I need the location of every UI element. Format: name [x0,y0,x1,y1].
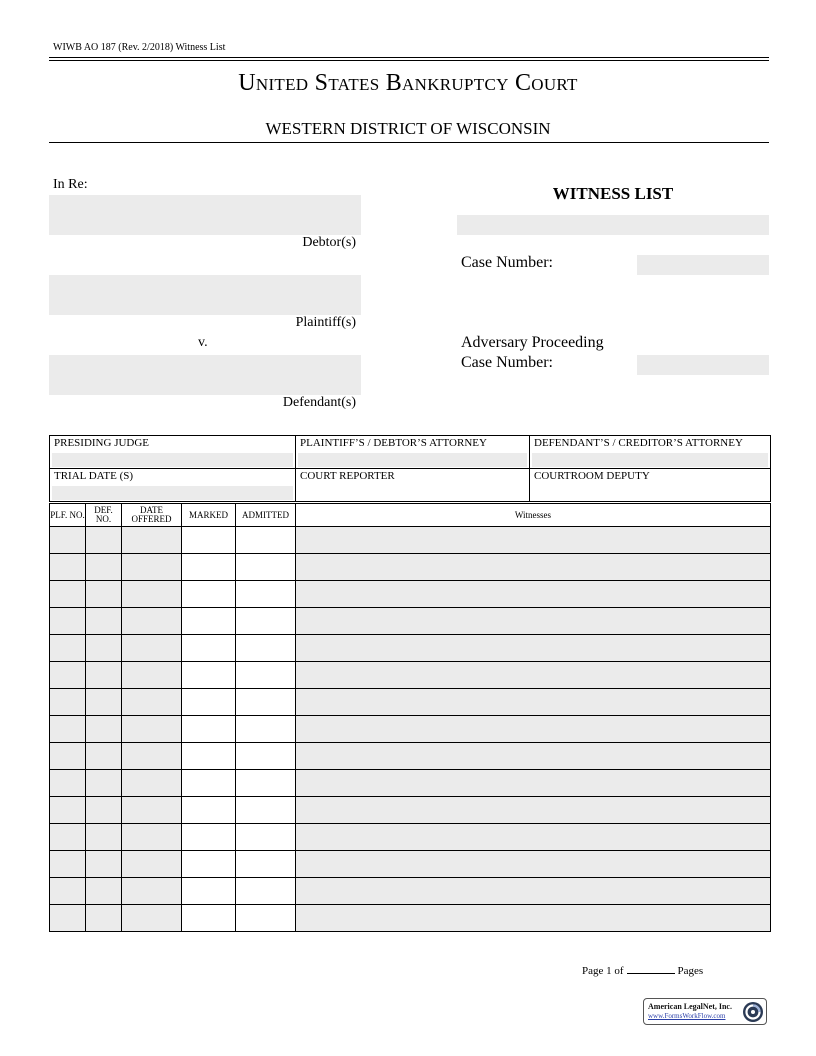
date-offered-cell[interactable] [122,716,182,743]
table-row [50,878,771,905]
presiding-judge-field[interactable] [52,453,293,467]
plf-no-cell[interactable] [50,878,86,905]
marked-cell[interactable] [182,608,236,635]
admitted-cell[interactable] [236,716,296,743]
admitted-cell[interactable] [236,743,296,770]
page-prefix: Page 1 of [582,965,624,977]
witness-cell[interactable] [296,770,771,797]
adversary-label: Adversary Proceeding [461,334,604,351]
def-no-cell[interactable] [86,527,122,554]
admitted-cell[interactable] [236,527,296,554]
witness-cell[interactable] [296,716,771,743]
date-offered-cell[interactable] [122,743,182,770]
def-no-cell[interactable] [86,581,122,608]
defendant-field[interactable] [49,355,361,395]
col-marked: MARKED [182,504,236,527]
admitted-cell[interactable] [236,608,296,635]
table-row [50,743,771,770]
witness-cell[interactable] [296,824,771,851]
logo-name: American LegalNet, Inc. [648,1002,732,1011]
plf-no-cell[interactable] [50,797,86,824]
witness-cell[interactable] [296,635,771,662]
defendant-attorney-field[interactable] [532,453,768,467]
date-offered-cell[interactable] [122,608,182,635]
plf-no-cell[interactable] [50,635,86,662]
admitted-cell[interactable] [236,878,296,905]
admitted-cell[interactable] [236,797,296,824]
witness-cell[interactable] [296,527,771,554]
marked-cell[interactable] [182,743,236,770]
admitted-cell[interactable] [236,770,296,797]
col-def-no: DEF. NO. [86,504,122,527]
marked-cell[interactable] [182,527,236,554]
def-no-cell[interactable] [86,608,122,635]
date-offered-cell[interactable] [122,581,182,608]
plaintiff-attorney-field[interactable] [298,453,527,467]
district-rule [49,142,769,143]
date-offered-cell[interactable] [122,635,182,662]
case-number-field[interactable] [637,255,769,275]
admitted-cell[interactable] [236,554,296,581]
col-date-offered: DATE OFFERED [122,504,182,527]
witness-cell[interactable] [296,662,771,689]
logo-url[interactable]: www.FormsWorkFlow.com [648,1012,726,1020]
table-row [50,770,771,797]
witness-table [49,503,771,932]
marked-cell[interactable] [182,878,236,905]
def-no-cell[interactable] [86,554,122,581]
debtor-label: Debtor(s) [302,235,356,250]
admitted-cell[interactable] [236,905,296,932]
marked-cell[interactable] [182,797,236,824]
admitted-cell[interactable] [236,689,296,716]
logo-seal-icon [742,1001,764,1023]
trial-date-cell [50,469,296,502]
trial-date-field[interactable] [52,486,293,500]
publisher-logo [643,998,767,1025]
courtroom-deputy-cell [530,469,771,502]
plf-no-cell[interactable] [50,824,86,851]
plf-no-cell[interactable] [50,527,86,554]
presiding-judge-cell [50,436,296,469]
defendant-attorney-cell [530,436,771,469]
witness-cell[interactable] [296,905,771,932]
plf-no-cell[interactable] [50,743,86,770]
plaintiff-attorney-label: PLAINTIFF’S / DEBTOR’S ATTORNEY [300,437,487,449]
date-offered-cell[interactable] [122,878,182,905]
def-no-cell[interactable] [86,905,122,932]
plf-no-cell[interactable] [50,608,86,635]
total-pages-field[interactable] [627,963,675,974]
witness-cell[interactable] [296,851,771,878]
admitted-cell[interactable] [236,824,296,851]
witness-cell[interactable] [296,689,771,716]
court-reporter-cell [296,469,530,502]
court-reporter-field[interactable] [298,486,527,500]
admitted-cell[interactable] [236,635,296,662]
table-row [50,662,771,689]
col-witnesses: Witnesses [296,504,771,527]
date-offered-cell[interactable] [122,905,182,932]
table-row [50,905,771,932]
plf-no-cell[interactable] [50,581,86,608]
date-offered-cell[interactable] [122,797,182,824]
marked-cell[interactable] [182,851,236,878]
plaintiff-attorney-cell [296,436,530,469]
plf-no-cell[interactable] [50,689,86,716]
date-offered-cell[interactable] [122,527,182,554]
plf-no-cell[interactable] [50,851,86,878]
court-title: United States Bankruptcy Court [238,70,578,96]
header-rule [49,57,769,58]
witness-cell[interactable] [296,878,771,905]
plf-no-cell[interactable] [50,554,86,581]
marked-cell[interactable] [182,662,236,689]
def-no-cell[interactable] [86,689,122,716]
in-re-label: In Re: [53,177,88,192]
plaintiff-field[interactable] [49,275,361,315]
admitted-cell[interactable] [236,851,296,878]
presiding-judge-label: PRESIDING JUDGE [54,437,150,449]
page-count [582,963,703,977]
date-offered-cell[interactable] [122,824,182,851]
witness-table-header [50,504,771,527]
adversary-case-number-field[interactable] [637,355,769,375]
def-no-cell[interactable] [86,635,122,662]
witness-cell[interactable] [296,581,771,608]
plf-no-cell[interactable] [50,770,86,797]
table-row [50,554,771,581]
table-row [50,689,771,716]
def-no-cell[interactable] [86,770,122,797]
witness-cell[interactable] [296,743,771,770]
marked-cell[interactable] [182,554,236,581]
def-no-cell[interactable] [86,797,122,824]
adversary-case-number-label: Case Number: [461,354,553,371]
table-row [50,635,771,662]
table-row [50,851,771,878]
col-plf-no: PLF. NO. [50,504,86,527]
table-row [50,797,771,824]
title-field[interactable] [457,215,769,235]
case-info-table [49,435,771,502]
witness-cell[interactable] [296,797,771,824]
marked-cell[interactable] [182,581,236,608]
defendant-label: Defendant(s) [282,395,356,410]
district-title: WESTERN DISTRICT OF WISCONSIN [265,119,551,138]
case-number-label: Case Number: [461,254,553,271]
def-no-cell[interactable] [86,743,122,770]
versus-label: v. [198,335,208,350]
debtor-field[interactable] [49,195,361,235]
admitted-cell[interactable] [236,581,296,608]
courtroom-deputy-field[interactable] [532,486,768,500]
date-offered-cell[interactable] [122,770,182,797]
date-offered-cell[interactable] [122,662,182,689]
plaintiff-label: Plaintiff(s) [295,315,356,330]
plf-no-cell[interactable] [50,905,86,932]
admitted-cell[interactable] [236,662,296,689]
def-no-cell[interactable] [86,851,122,878]
court-reporter-label: COURT REPORTER [300,470,395,482]
form-id: WIWB AO 187 (Rev. 2/2018) Witness List [53,42,226,53]
table-row [50,716,771,743]
date-offered-cell[interactable] [122,554,182,581]
marked-cell[interactable] [182,635,236,662]
marked-cell[interactable] [182,716,236,743]
witness-cell[interactable] [296,554,771,581]
plf-no-cell[interactable] [50,716,86,743]
def-no-cell[interactable] [86,716,122,743]
witness-list-title: WITNESS LIST [552,184,674,203]
table-row [50,527,771,554]
col-admitted: ADMITTED [236,504,296,527]
marked-cell[interactable] [182,824,236,851]
page-suffix: Pages [677,965,704,977]
trial-date-label: TRIAL DATE (S) [54,470,134,482]
witness-cell[interactable] [296,608,771,635]
marked-cell[interactable] [182,770,236,797]
marked-cell[interactable] [182,905,236,932]
def-no-cell[interactable] [86,824,122,851]
def-no-cell[interactable] [86,878,122,905]
defendant-attorney-label: DEFENDANT’S / CREDITOR’S ATTORNEY [534,437,743,449]
date-offered-cell[interactable] [122,689,182,716]
header-rule [49,60,769,61]
def-no-cell[interactable] [86,662,122,689]
marked-cell[interactable] [182,689,236,716]
table-row [50,824,771,851]
table-row [50,608,771,635]
courtroom-deputy-label: COURTROOM DEPUTY [534,470,650,482]
plf-no-cell[interactable] [50,662,86,689]
table-row [50,581,771,608]
date-offered-cell[interactable] [122,851,182,878]
